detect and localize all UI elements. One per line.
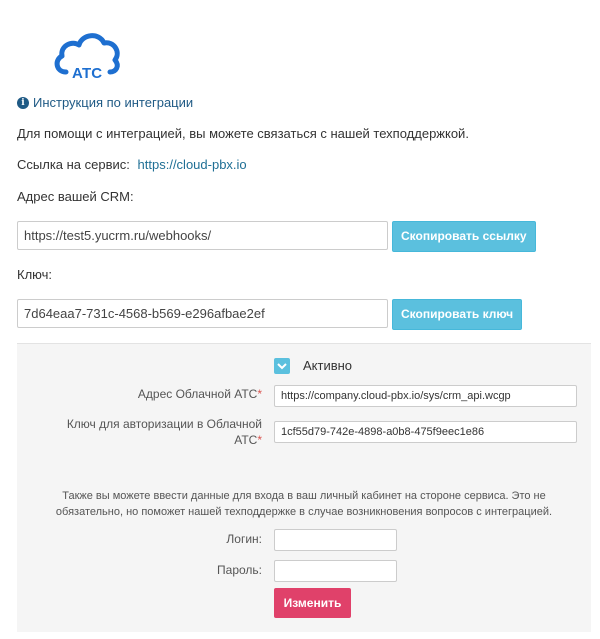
logo-text: АТС [71, 65, 103, 82]
active-label: Активно [303, 358, 353, 373]
required-mark: * [257, 433, 262, 447]
login-input[interactable] [274, 529, 397, 551]
instruction-label: Инструкция по интеграции [33, 95, 194, 110]
integration-settings-panel [17, 343, 591, 632]
chevron-down-icon [274, 358, 290, 374]
note-line-1: Также вы можете ввести данные для входа в ваш личный кабинет на стороне сервиса. Это не [62, 490, 546, 502]
pbx-key-label-line2: АТС [234, 433, 258, 447]
key-label: Ключ: [17, 267, 53, 282]
pbx-address-label [17, 387, 262, 401]
pbx-key-label [17, 416, 262, 448]
help-text: Для помощи с интеграцией, вы можете связаться с нашей техподдержкой. [17, 126, 469, 141]
service-link[interactable]: https://cloud-pbx.io [137, 157, 247, 172]
password-label: Пароль: [217, 563, 262, 577]
copy-key-button[interactable]: Скопировать ключ [392, 299, 522, 330]
integration-instructions-link[interactable] [17, 95, 193, 110]
crm-address-label: Адрес вашей CRM: [17, 189, 134, 204]
cloud-logo-icon [52, 26, 122, 84]
change-button[interactable]: Изменить [274, 588, 351, 618]
pbx-key-input[interactable]: 1cf55d79-742e-4898-a0b8-475f9eec1e86 [274, 421, 577, 443]
info-circle-icon: i [17, 97, 29, 109]
crm-address-input[interactable]: https://test5.yucrm.ru/webhooks/ [17, 221, 388, 250]
key-input[interactable]: 7d64eaa7-731c-4568-b569-e296afbae2ef [17, 299, 388, 328]
pbx-address-input[interactable]: https://company.cloud-pbx.io/sys/crm_api.wcgp [274, 385, 577, 407]
required-mark: * [257, 387, 262, 401]
pbx-key-label-line1: Ключ для авторизации в Облачной [66, 417, 262, 431]
pbx-address-label-text: Адрес Облачной АТС [137, 387, 258, 401]
note-line-2: обязательно, но поможет нашей техподдержке в случае возникновения вопросов с интеграцией. [55, 506, 553, 518]
login-label: Логин: [226, 532, 262, 546]
service-label: Ссылка на сервис: [17, 157, 130, 172]
optional-credentials-note [17, 488, 591, 520]
active-checkbox[interactable] [274, 358, 290, 374]
copy-link-button[interactable]: Скопировать ссылку [392, 221, 536, 252]
password-input[interactable] [274, 560, 397, 582]
service-row [17, 157, 247, 172]
